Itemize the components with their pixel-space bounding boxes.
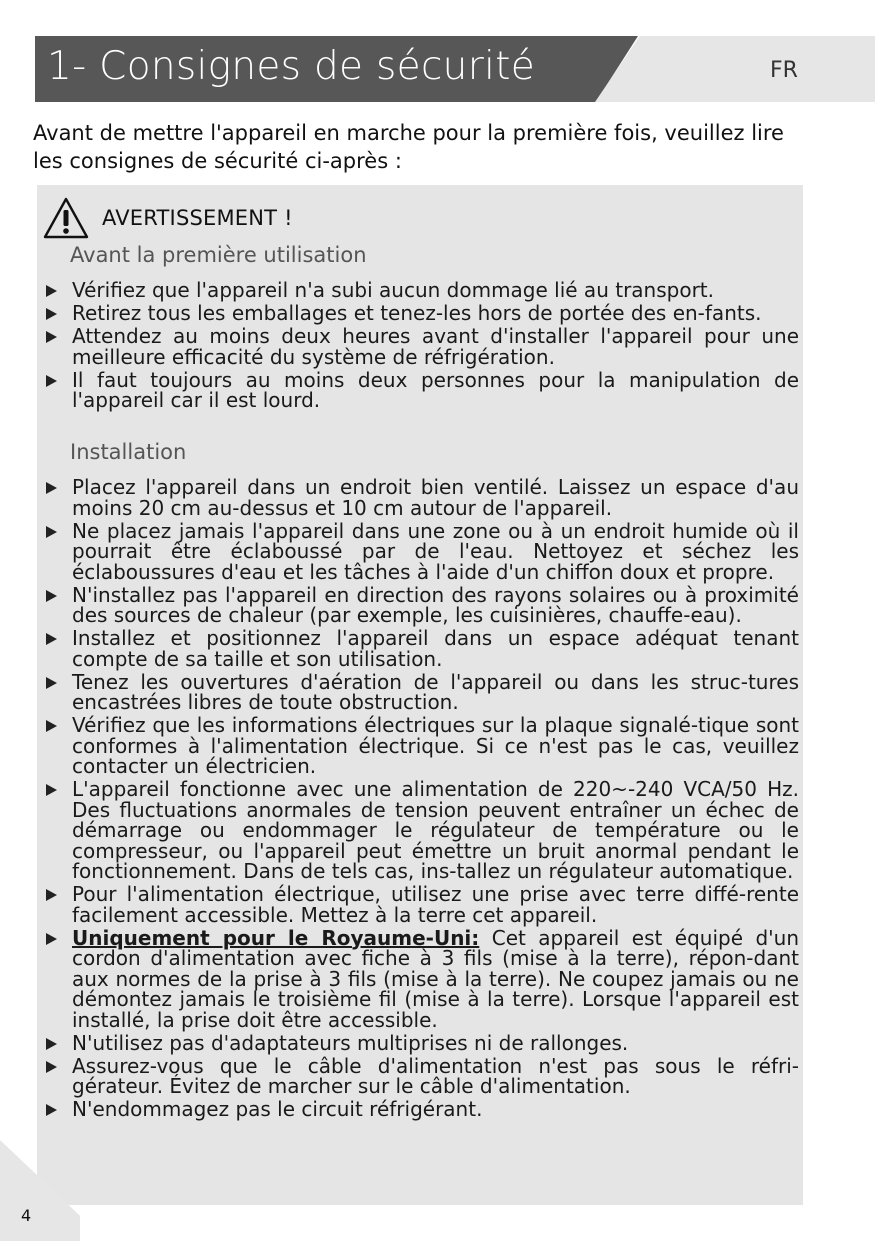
list-item: N'utilisez pas d'adaptateurs multiprises ni de rallonges. [44, 1033, 799, 1054]
warning-icon [42, 196, 90, 240]
list-item: N'endommagez pas le circuit réfrigérant. [44, 1099, 799, 1120]
arrow-bullet-icon [46, 677, 57, 689]
warning-header [42, 196, 293, 240]
warning-label: AVERTISSEMENT ! [102, 206, 293, 230]
before-use-list [44, 280, 799, 411]
section-title-installation: Installation [70, 440, 187, 464]
list-item: Il faut toujours au moins deux personnes pour la manipulation de l'appareil car il est lourd. [44, 370, 799, 411]
header-accent [595, 36, 875, 102]
list-item: Tenez les ouvertures d'aération de l'appareil ou dans les struc-tures encastrées libres de toute obstruction. [44, 672, 799, 713]
list-item: Placez l'appareil dans un endroit bien ventilé. Laissez un espace d'au moins 20 cm au-dessus et 10 cm autour de l'appareil. [44, 477, 799, 518]
list-item: Assurez-vous que le câble d'alimentation n'est pas sous le réfri-gérateur. Évitez de marcher sur le câble d'alimentation. [44, 1056, 799, 1097]
arrow-bullet-icon [46, 889, 57, 901]
list-item: Ne placez jamais l'appareil dans une zone ou à un endroit humide où il pourrait être éclaboussé par de l'eau. Nettoyez et séchez les éclaboussures d'eau et les tâches à l'aide d'un chiffon doux et propre. [44, 521, 799, 583]
arrow-bullet-icon [46, 482, 57, 494]
list-item: Installez et positionnez l'appareil dans un espace adéquat tenant compte de sa taille et son utilisation. [44, 628, 799, 669]
arrow-bullet-icon [46, 331, 57, 343]
installation-list [44, 477, 799, 1120]
language-code: FR [770, 58, 798, 83]
arrow-bullet-icon [46, 1061, 57, 1073]
arrow-bullet-icon [46, 1104, 57, 1116]
list-item: Pour l'alimentation électrique, utilisez une prise avec terre diffé-rente facilement accessible. Mettez à la terre cet appareil. [44, 884, 799, 925]
section-title-before-use: Avant la première utilisation [70, 243, 367, 267]
arrow-bullet-icon [46, 375, 57, 387]
arrow-bullet-icon [46, 526, 57, 538]
arrow-bullet-icon [46, 285, 57, 297]
arrow-bullet-icon [46, 590, 57, 602]
list-item: L'appareil fonctionne avec une alimentation de 220~-240 VCA/50 Hz. Des fluctuations anormales de tension peuvent entraîner un échec de démarrage ou endommager le régulateur de température ou le compresseur, ou l'appareil peut émettre un bruit anormal pendant le fonctionnement. Dans de tels cas, ins-tallez un régulateur automatique. [44, 779, 799, 882]
page-number: 4 [21, 1206, 32, 1225]
arrow-bullet-icon [46, 933, 57, 945]
arrow-bullet-icon [46, 633, 57, 645]
arrow-bullet-icon [46, 784, 57, 796]
intro-text: Avant de mettre l'appareil en marche pour la première fois, veuillez lire les consignes de sécurité ci-après : [33, 121, 784, 173]
list-item-uk: Uniquement pour le Royaume-Uni: Cet appareil est équipé d'un cordon d'alimentation avec fiche à 3 fils (mise à la terre), répon-dant aux normes de la prise à 3 fils (mise à la terre). Ne coupez jamais ou ne démontez jamais le troisième fil (mise à la terre). Lorsque l'appareil est installé, la prise doit être accessible. [44, 928, 799, 1031]
list-item: N'installez pas l'appareil en direction des rayons solaires ou à proximité des sources de chaleur (par exemple, les cuisinières, chauffe-eau). [44, 585, 799, 626]
list-item: Vérifiez que l'appareil n'a subi aucun dommage lié au transport. [44, 280, 799, 301]
list-item: Vérifiez que les informations électriques sur la plaque signalé-tique sont conformes à l'alimentation électrique. Si ce n'est pas le cas, veuillez contacter un électricien. [44, 715, 799, 777]
arrow-bullet-icon [46, 720, 57, 732]
list-item: Retirez tous les emballages et tenez-les hors de portée des en-fants. [44, 303, 799, 324]
uk-label: Uniquement pour le Royaume-Uni: [72, 925, 480, 950]
arrow-bullet-icon [46, 308, 57, 320]
list-item: Attendez au moins deux heures avant d'installer l'appareil pour une meilleure efficacité du système de réfrigération. [44, 326, 799, 367]
page-title: 1- Consignes de sécurité [47, 44, 536, 89]
arrow-bullet-icon [46, 1038, 57, 1050]
